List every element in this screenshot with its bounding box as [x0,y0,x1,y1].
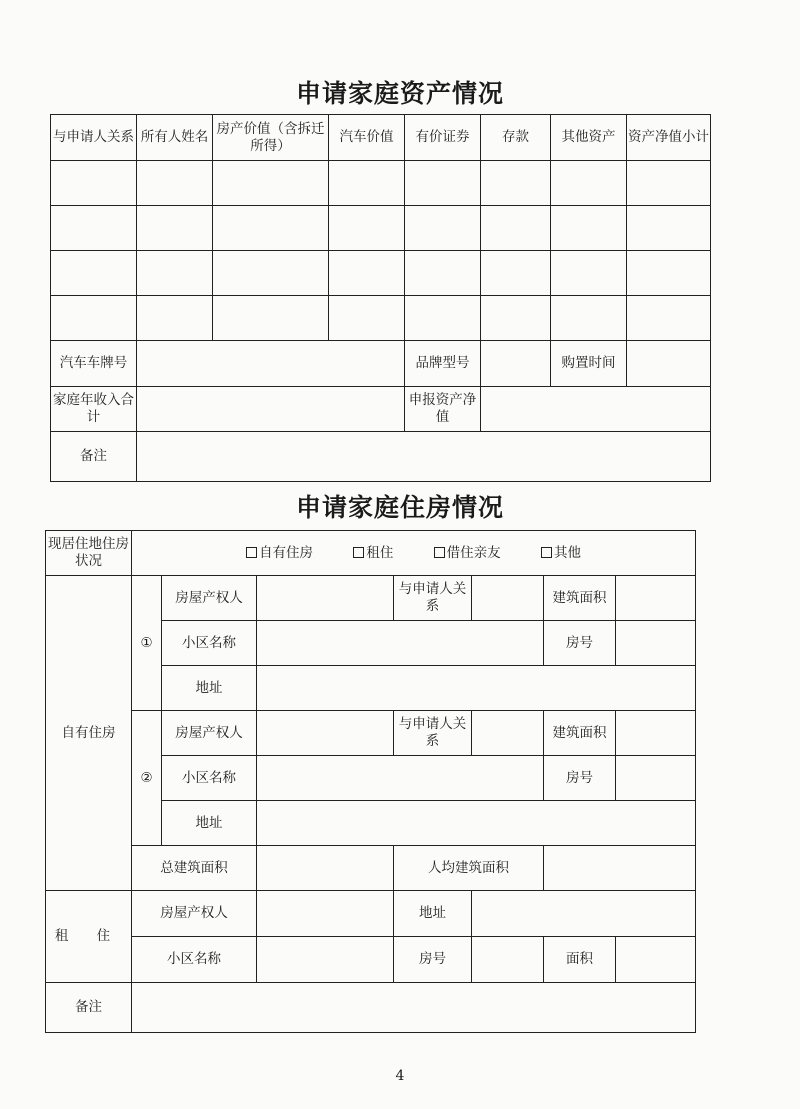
checkbox-icon [541,547,552,558]
housing-remarks-field[interactable] [132,983,696,1033]
rent-row1 [46,891,696,937]
declared-field[interactable] [481,387,711,432]
housing-remarks-row [46,983,696,1033]
header-property-value: 房产价值（含拆迁所得） [213,115,329,161]
unit1-row1 [46,576,696,621]
rent-room-label: 房号 [394,937,472,983]
declared-label: 申报资产净值 [405,387,481,432]
area-field[interactable] [616,576,696,621]
cell[interactable] [627,296,711,341]
assets-remarks-row [51,432,711,482]
room-label: 房号 [544,621,616,666]
cell[interactable] [213,296,329,341]
cell[interactable] [51,206,137,251]
total-area-row [46,846,696,891]
plate-field[interactable] [137,341,405,387]
rent-area-label: 面积 [544,937,616,983]
cell[interactable] [405,206,481,251]
cell[interactable] [551,296,627,341]
area-label: 建筑面积 [544,711,616,756]
header-deposits: 存款 [481,115,551,161]
header-securities: 有价证券 [405,115,481,161]
unit2-row1 [46,711,696,756]
assets-title: 申请家庭资产情况 [295,79,504,108]
cell[interactable] [481,206,551,251]
total-area-field[interactable] [257,846,394,891]
rent-area-field[interactable] [616,937,696,983]
brand-label: 品牌型号 [405,341,481,387]
option-relatives-label: 借住亲友 [446,544,501,561]
community-field[interactable] [257,756,544,801]
purchase-label: 购置时间 [551,341,627,387]
assets-table [50,114,711,482]
option-rent-label: 租住 [366,544,394,561]
cell[interactable] [137,296,213,341]
community-field[interactable] [257,621,544,666]
housing-remarks-label: 备注 [46,983,132,1033]
cell[interactable] [551,161,627,206]
header-net-subtotal: 资产净值小计 [627,115,711,161]
cell[interactable] [329,251,405,296]
checkbox-icon [353,547,364,558]
area-field[interactable] [616,711,696,756]
status-row [46,531,696,576]
cell[interactable] [51,296,137,341]
cell[interactable] [405,251,481,296]
option-other[interactable] [541,545,581,562]
cell[interactable] [551,206,627,251]
unit2-marker: ② [132,711,162,846]
cell[interactable] [551,251,627,296]
cell[interactable] [329,206,405,251]
relation-field[interactable] [472,576,544,621]
cell[interactable] [137,161,213,206]
income-field[interactable] [137,387,405,432]
total-area-label: 总建筑面积 [132,846,257,891]
cell[interactable] [481,251,551,296]
rent-label: 租 住 [46,891,132,983]
holder-label: 房屋产权人 [162,576,257,621]
room-field[interactable] [616,621,696,666]
cell[interactable] [137,206,213,251]
checkbox-icon [246,547,257,558]
purchase-field[interactable] [627,341,711,387]
rent-address-label: 地址 [394,891,472,937]
cell[interactable] [213,206,329,251]
cell[interactable] [329,161,405,206]
rent-community-field[interactable] [257,937,394,983]
cell[interactable] [51,161,137,206]
brand-field[interactable] [481,341,551,387]
assets-row [51,206,711,251]
housing-table [45,530,696,1033]
cell[interactable] [405,161,481,206]
income-row [51,387,711,432]
cell[interactable] [213,161,329,206]
address-field[interactable] [257,666,696,711]
relation-field[interactable] [472,711,544,756]
cell[interactable] [627,206,711,251]
checkbox-icon [434,547,445,558]
cell[interactable] [481,161,551,206]
rent-holder-field[interactable] [257,891,394,937]
address-label: 地址 [162,801,257,846]
address-label: 地址 [162,666,257,711]
cell[interactable] [213,251,329,296]
assets-remarks-field[interactable] [137,432,711,482]
per-capita-label: 人均建筑面积 [394,846,544,891]
assets-row [51,296,711,341]
plate-label: 汽车车牌号 [51,341,137,387]
rent-holder-label: 房屋产权人 [132,891,257,937]
community-label: 小区名称 [162,756,257,801]
rent-row2 [46,937,696,983]
per-capita-field[interactable] [544,846,696,891]
relation-label: 与申请人关系 [394,711,472,756]
holder-field[interactable] [257,711,394,756]
room-label: 房号 [544,756,616,801]
area-label: 建筑面积 [544,576,616,621]
rent-address-field[interactable] [472,891,696,937]
page-number: 4 [395,1068,405,1084]
assets-row [51,251,711,296]
header-car-value: 汽车价值 [329,115,405,161]
option-rent[interactable] [353,545,393,562]
assets-remarks-label: 备注 [51,432,137,482]
holder-label: 房屋产权人 [162,711,257,756]
cell[interactable] [137,251,213,296]
assets-row [51,161,711,206]
relation-label: 与申请人关系 [394,576,472,621]
rent-room-field[interactable] [472,937,544,983]
unit1-marker: ① [132,576,162,711]
assets-header-row [51,115,711,161]
option-relatives[interactable] [434,545,501,562]
cell[interactable] [627,251,711,296]
room-field[interactable] [616,756,696,801]
header-owner: 所有人姓名 [137,115,213,161]
cell[interactable] [405,296,481,341]
option-own[interactable] [246,545,313,562]
header-other: 其他资产 [551,115,627,161]
holder-field[interactable] [257,576,394,621]
income-label: 家庭年收入合计 [51,387,137,432]
cell[interactable] [51,251,137,296]
own-housing-label: 自有住房 [46,576,132,891]
housing-title: 申请家庭住房情况 [295,493,504,522]
cell[interactable] [481,296,551,341]
car-info-row [51,341,711,387]
header-relation: 与申请人关系 [51,115,137,161]
cell[interactable] [627,161,711,206]
rent-community-label: 小区名称 [132,937,257,983]
status-options [132,531,696,576]
community-label: 小区名称 [162,621,257,666]
option-other-label: 其他 [553,544,581,561]
cell[interactable] [329,296,405,341]
address-field[interactable] [257,801,696,846]
option-own-label: 自有住房 [259,544,314,561]
status-label: 现居住地住房状况 [46,531,132,576]
